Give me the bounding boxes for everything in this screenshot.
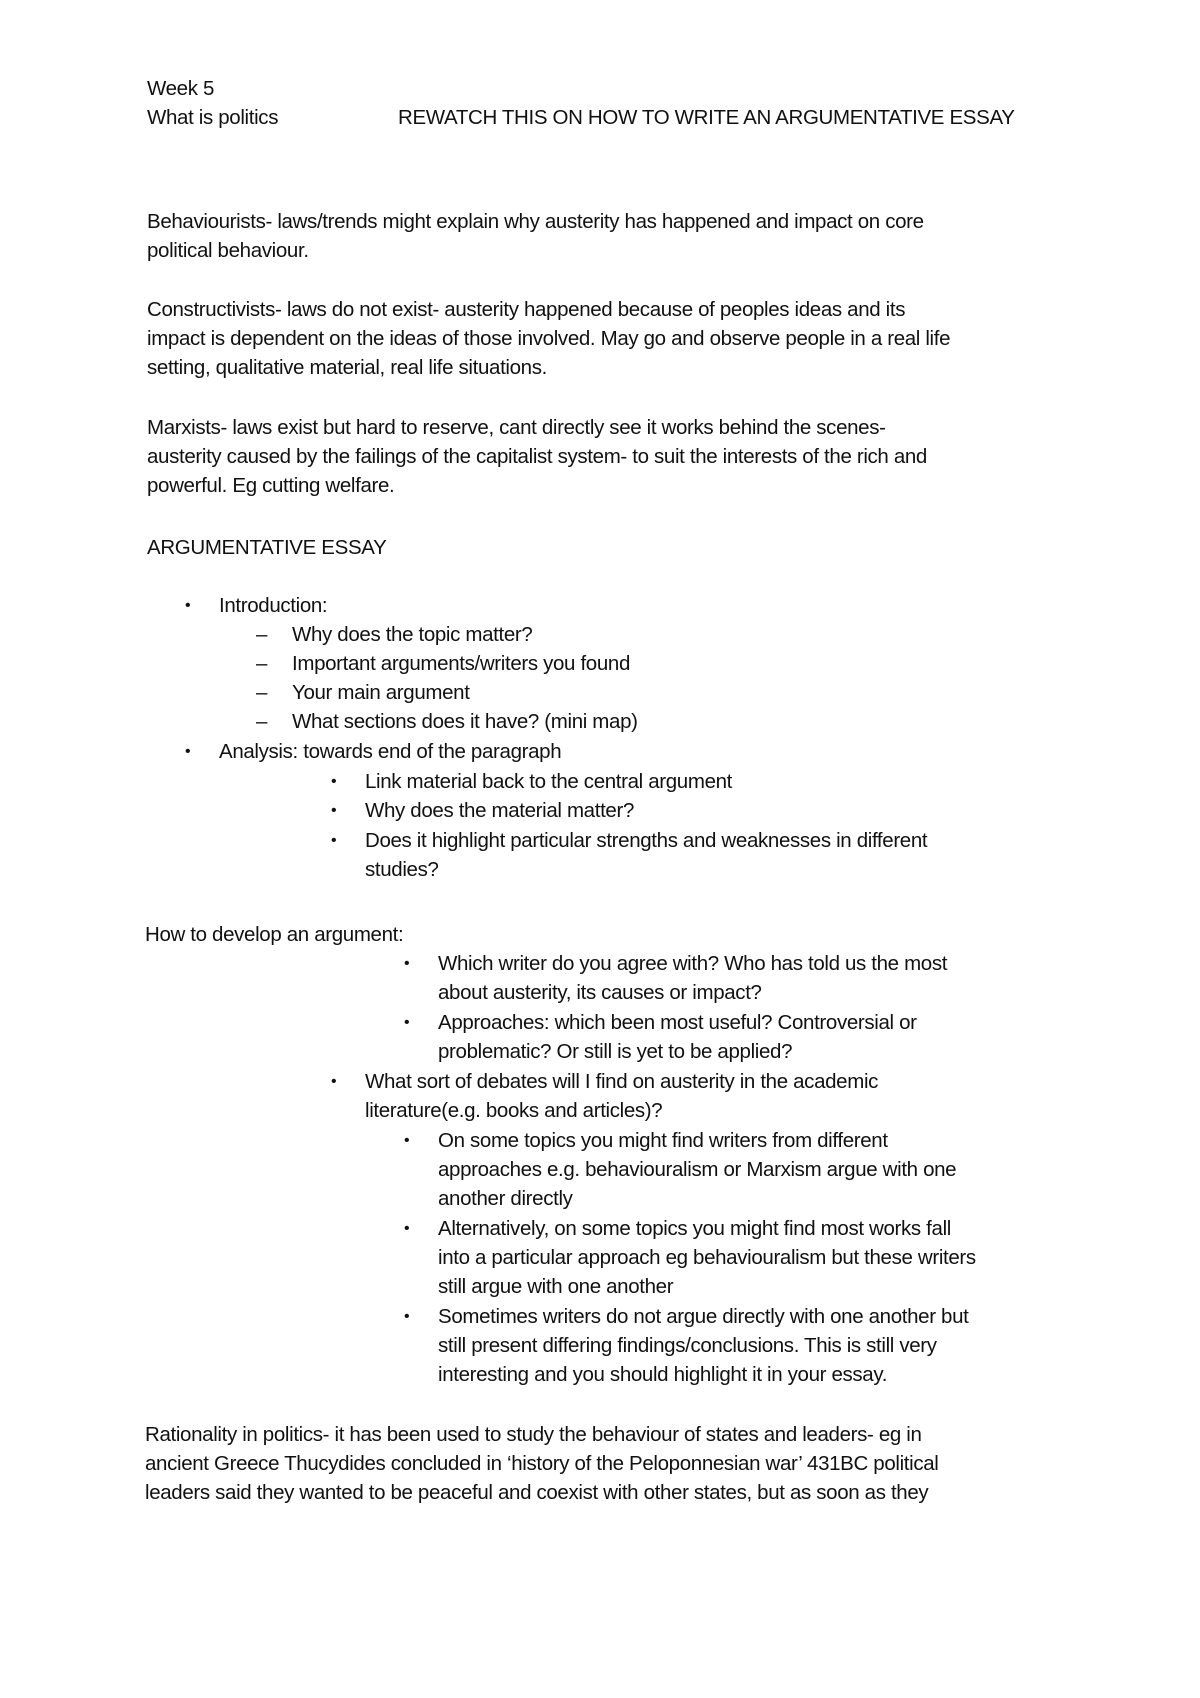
intro-point: Why does the topic matter?	[292, 623, 533, 646]
develop-point: Sometimes writers do not argue directly with one another but	[438, 1305, 969, 1328]
bullet-icon: •	[404, 1220, 410, 1237]
bullet-icon: •	[331, 1073, 337, 1090]
develop-point-continued: approaches e.g. behaviouralism or Marxism argue with one	[438, 1158, 957, 1181]
develop-point-continued: still argue with one another	[438, 1275, 674, 1298]
analysis-point: Link material back to the central argument	[365, 770, 733, 793]
intro-point: Your main argument	[292, 681, 470, 704]
constructivists-line-3: setting, qualitative material, real life situations.	[147, 356, 547, 379]
rationality-line-3: leaders said they wanted to be peaceful and coexist with other states, but as soon as they	[145, 1481, 929, 1504]
bullet-icon: •	[404, 1308, 410, 1325]
behaviourists-line-1: Behaviourists- laws/trends might explain why austerity has happened and impact on core	[147, 210, 924, 233]
constructivists-line-2: impact is dependent on the ideas of those involved. May go and observe people in a real life	[147, 327, 951, 350]
analysis-point: Does it highlight particular strengths and weaknesses in different	[365, 829, 928, 852]
rationality-line-2: ancient Greece Thucydides concluded in ‘history of the Peloponnesian war’ 431BC political	[145, 1452, 939, 1475]
develop-point: Approaches: which been most useful? Controversial or	[438, 1011, 917, 1034]
essay-heading: ARGUMENTATIVE ESSAY	[147, 536, 387, 559]
behaviourists-line-2: political behaviour.	[147, 239, 309, 262]
constructivists-line-1: Constructivists- laws do not exist- austerity happened because of peoples ideas and its	[147, 298, 906, 321]
marxists-line-1: Marxists- laws exist but hard to reserve, cant directly see it works behind the scenes-	[147, 416, 886, 439]
bullet-icon: •	[404, 1132, 410, 1149]
dash-icon: –	[256, 652, 268, 675]
develop-point: What sort of debates will I find on austerity in the academic	[365, 1070, 879, 1093]
develop-point-continued: another directly	[438, 1187, 573, 1210]
bullet-icon: •	[331, 832, 337, 849]
rewatch-note: REWATCH THIS ON HOW TO WRITE AN ARGUMENTATIVE ESSAY	[398, 106, 1015, 129]
develop-heading: How to develop an argument:	[145, 923, 404, 946]
develop-point-continued: into a particular approach eg behaviouralism but these writers	[438, 1246, 976, 1269]
marxists-line-2: austerity caused by the failings of the capitalist system- to suit the interests of the rich and	[147, 445, 927, 468]
rationality-line-1: Rationality in politics- it has been used to study the behaviour of states and leaders- eg in	[145, 1423, 922, 1446]
develop-point: Which writer do you agree with? Who has told us the most	[438, 952, 948, 975]
analysis-point-continued: studies?	[365, 858, 439, 881]
intro-point: Important arguments/writers you found	[292, 652, 630, 675]
develop-point: On some topics you might find writers from different	[438, 1129, 888, 1152]
dash-icon: –	[256, 681, 268, 704]
analysis-point: Why does the material matter?	[365, 799, 634, 822]
develop-point-continued: problematic? Or still is yet to be applied?	[438, 1040, 793, 1063]
bullet-icon: •	[404, 1014, 410, 1031]
topic-title: What is politics	[147, 106, 279, 129]
bullet-icon: •	[185, 743, 191, 760]
bullet-icon: •	[404, 955, 410, 972]
dash-icon: –	[256, 623, 268, 646]
dash-icon: –	[256, 710, 268, 733]
marxists-line-3: powerful. Eg cutting welfare.	[147, 474, 395, 497]
develop-point-continued: still present differing findings/conclusions. This is still very	[438, 1334, 937, 1357]
analysis-label: Analysis: towards end of the paragraph	[219, 740, 562, 763]
bullet-icon: •	[185, 597, 191, 614]
introduction-label: Introduction:	[219, 594, 328, 617]
bullet-icon: •	[331, 773, 337, 790]
develop-point: Alternatively, on some topics you might find most works fall	[438, 1217, 951, 1240]
week-label: Week 5	[147, 77, 215, 100]
bullet-icon: •	[331, 802, 337, 819]
develop-point-continued: interesting and you should highlight it in your essay.	[438, 1363, 888, 1386]
intro-point: What sections does it have? (mini map)	[292, 710, 638, 733]
develop-point-continued: literature(e.g. books and articles)?	[365, 1099, 663, 1122]
develop-point-continued: about austerity, its causes or impact?	[438, 981, 762, 1004]
